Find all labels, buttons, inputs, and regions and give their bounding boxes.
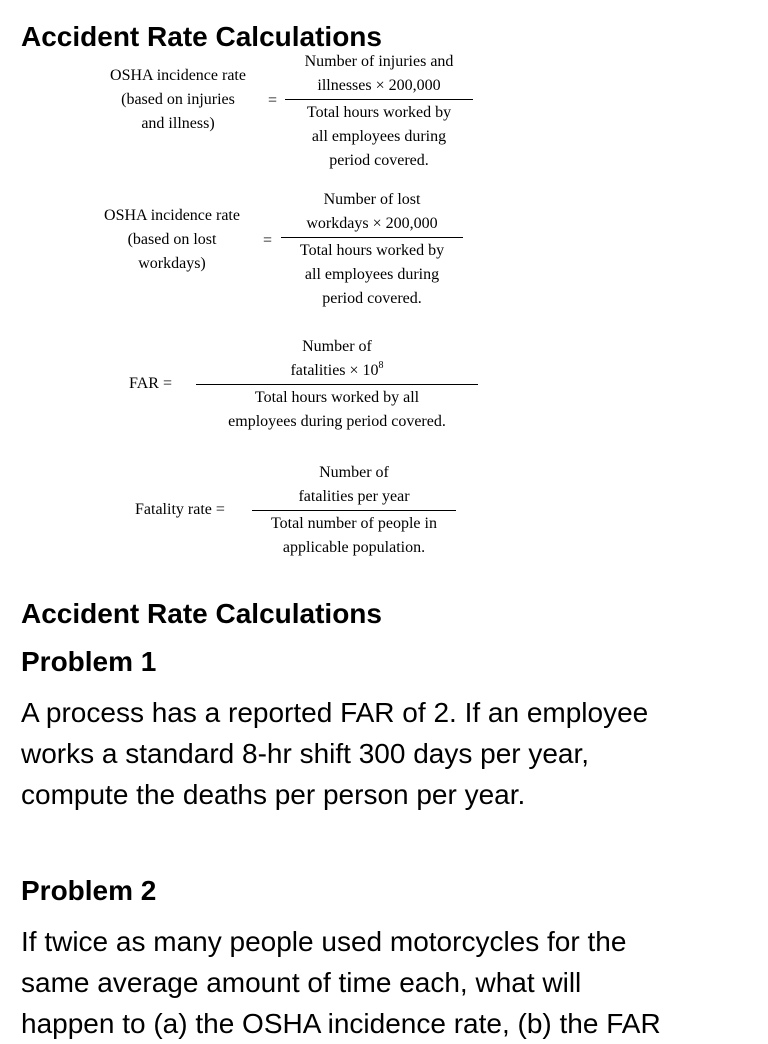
problem1-heading: Problem 1 <box>21 646 157 677</box>
formula-lhs: OSHA incidence rate (based on injuries and illness) <box>110 67 246 132</box>
problem1-text: A process has a reported FAR of 2. If an employee works a standard 8-hr shift 300 days per year, compute the deaths per person per year. <box>21 697 649 810</box>
numerator: Number of fatalities per year <box>298 464 410 505</box>
slide2-title: Accident Rate Calculations <box>21 598 382 629</box>
equals-sign: = <box>263 232 273 249</box>
numerator: Number of fatalities × $10^8$ <box>290 338 384 379</box>
numerator: Number of injuries and illnesses × 200,000 <box>304 53 454 94</box>
problem2-text: If twice as many people used motorcycles for the same average amount of time each, what will happen to (a) the OSHA incidence rate, (b) the FAR <box>21 926 661 1039</box>
fraction <box>281 188 463 311</box>
fraction <box>285 50 473 173</box>
denominator: Total hours worked by all employees during period covered. <box>306 104 452 169</box>
formula-lhs: FAR = <box>129 375 172 392</box>
denominator: Total hours worked by all employees during period covered. <box>299 242 445 307</box>
problem2-heading: Problem 2 <box>21 875 157 906</box>
fraction <box>196 335 478 434</box>
fraction <box>252 461 456 560</box>
formula-lhs: OSHA incidence rate (based on lost workdays) <box>104 207 240 272</box>
denominator: Total hours worked by all employees during period covered. <box>228 389 446 430</box>
numerator: Number of lost workdays × 200,000 <box>306 191 438 232</box>
slide1-title: Accident Rate Calculations <box>21 21 382 52</box>
exponent: 8 <box>378 360 384 371</box>
denominator: Total number of people in applicable population. <box>271 515 437 556</box>
equals-sign: = <box>268 92 278 109</box>
formula-lhs: Fatality rate = <box>135 501 225 518</box>
